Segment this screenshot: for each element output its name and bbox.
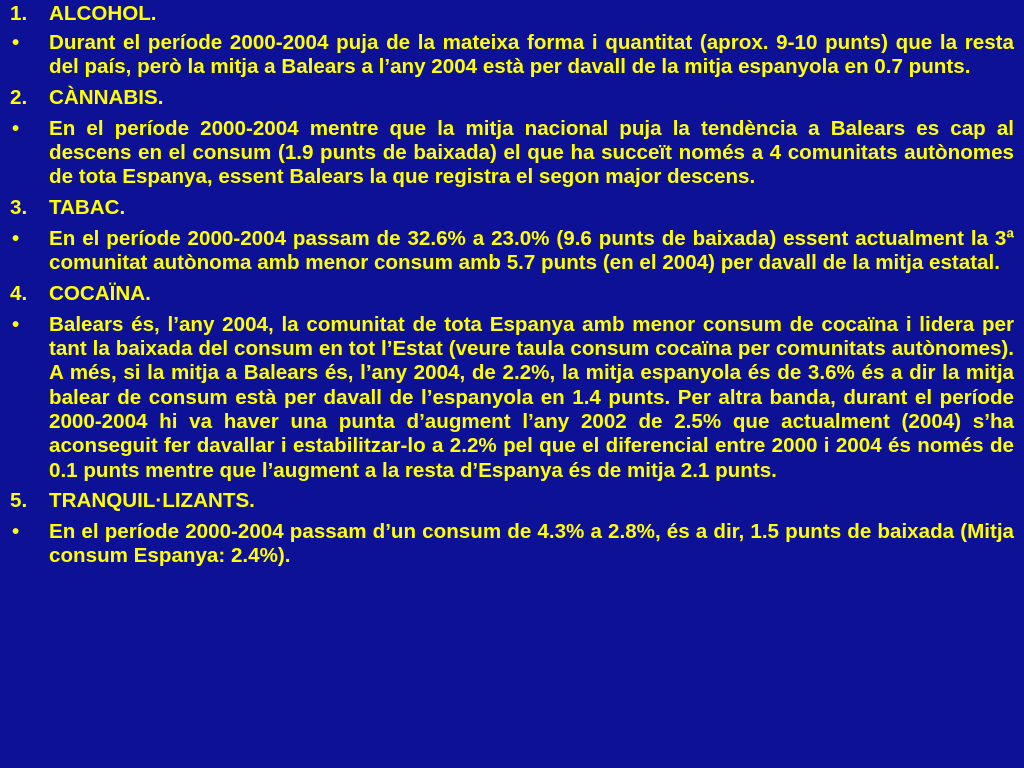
bullet-icon: • [12,30,20,54]
section-title: ALCOHOL. [49,2,157,25]
bullet-icon: • [12,116,20,140]
bullet-item-tranquillitzants [10,520,1014,569]
section-title: TABAC. [49,196,126,220]
bullet-item-alcohol [10,31,1014,80]
section-heading-alcohol [10,2,1014,26]
section-number: 5. [10,489,28,513]
bullet-icon: • [12,520,20,544]
bullet-item-tabac [10,227,1014,276]
section-title: CÀNNABIS. [49,85,164,109]
bullet-icon: • [12,226,20,250]
bullet-text: En el període 2000-2004 passam d’un consum de 4.3% a 2.8%, és a dir, 1.5 punts de baixada (Mitja consum Espanya: 2.4%). [49,520,1014,568]
bullet-icon: • [12,312,20,336]
section-number: 3. [10,196,28,220]
section-number: 1. [10,2,28,25]
bullet-text: En el període 2000-2004 mentre que la mitja nacional puja la tendència a Balears es cap al descens en el consum (1.9 punts de baixada) el que ha succeït només a 4 comunitats autònomes de tota Espanya, essent Balears la que registra el segon major descens. [49,116,1014,189]
bullet-text: Durant el període 2000-2004 puja de la mateixa forma i quantitat (aprox. 9-10 punts) que la resta del país, però la mitja a Balears a l’any 2004 està per davall de la mitja espanyola en 0.7 punts. [49,30,1014,79]
bullet-text: En el període 2000-2004 passam de 32.6% a 23.0% (9.6 punts de baixada) essent actualment la 3ª comunitat autònoma amb menor consum amb 5.7 punts (en el 2004) per davall de la mitja estatal. [49,226,1014,275]
bullet-item-cannabis [10,117,1014,190]
section-heading-cannabis [10,86,1014,110]
section-heading-tranquillitzants [10,489,1014,513]
section-heading-tabac [10,196,1014,220]
section-number: 2. [10,85,28,109]
section-title: COCAÏNA. [49,281,151,305]
section-number: 4. [10,281,28,305]
section-title: TRANQUIL·LIZANTS. [49,489,255,513]
bullet-text: Balears és, l’any 2004, la comunitat de tota Espanya amb menor consum de cocaïna i lidera per tant la baixada del consum en tot l’Estat (veure taula consum cocaïna per comunitats autònomes). A més, si la mitja a Balears és, l’any 2004, de 2.2%, la mitja espanyola és de 3.6% és a dir la mitja balear de consum està per davall de l’espanyola en 1.4 punts. Per altra banda, durant el període 2000-2004 hi va haver una punta d’augment l’any 2002 de 2.5% que actualment (2004) s’ha aconseguit fer davallar i estabilitzar-lo a 2.2% pel que el diferencial entre 2000 i 2004 és només de 0.1 punts mentre que l’augment a la resta d’Espanya és de mitja 2.1 punts. [49,312,1014,482]
bullet-item-cocaina [10,313,1014,483]
section-heading-cocaina [10,282,1014,306]
